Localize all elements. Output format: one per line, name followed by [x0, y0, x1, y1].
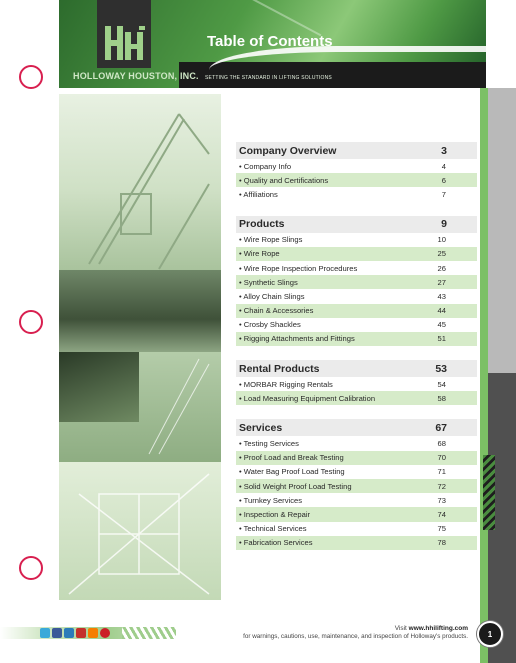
toc-section-title: Company Overview: [239, 144, 337, 157]
toc-section-header[interactable]: [236, 419, 477, 436]
toc-entry[interactable]: [236, 391, 477, 405]
toc-entry-label: • Synthetic Slings: [239, 277, 298, 287]
binder-hole-middle: [19, 310, 43, 334]
toc-entry-label: • Inspection & Repair: [239, 509, 311, 519]
toc-entry-label: • Water Bag Proof Load Testing: [239, 467, 345, 477]
toc-entry[interactable]: [236, 507, 477, 521]
toc-entry-page: 25: [437, 249, 446, 259]
toc-entry-page: 26: [437, 263, 446, 273]
toc-entry-label: • Alloy Chain Slings: [239, 291, 305, 301]
company-tagline: SETTING THE STANDARD IN LIFTING SOLUTIONS: [205, 75, 332, 81]
binder-hole-bottom: [19, 556, 43, 580]
right-edge-hatch: [483, 455, 495, 530]
toc-entry[interactable]: [236, 332, 477, 346]
toc-entry[interactable]: [236, 261, 477, 275]
blogger-icon[interactable]: [88, 628, 98, 638]
footer-warning: for warnings, cautions, use, maintenance, and inspection of Holloway's products.: [243, 633, 468, 640]
twitter-icon[interactable]: [40, 628, 50, 638]
collage-line-art: [59, 94, 221, 600]
toc-entry-page: 6: [441, 175, 446, 185]
toc-entry-page: 7: [441, 189, 446, 199]
toc-entry-label: • Proof Load and Break Testing: [239, 453, 344, 463]
toc-entry-label: • Testing Services: [239, 439, 299, 449]
toc-entry[interactable]: [236, 247, 477, 261]
pinterest-icon[interactable]: [100, 628, 110, 638]
toc-entry[interactable]: [236, 275, 477, 289]
toc-section-page: 67: [435, 421, 447, 434]
toc-entry-page: 71: [437, 467, 446, 477]
toc-section-header[interactable]: [236, 142, 477, 159]
toc-entry-label: • Solid Weight Proof Load Testing: [239, 481, 352, 491]
section-spacer: [236, 346, 477, 360]
toc-entry-label: • Rigging Attachments and Fittings: [239, 334, 355, 344]
section-spacer: [236, 405, 477, 419]
toc-entry-page: 43: [437, 291, 446, 301]
toc-entry[interactable]: [236, 479, 477, 493]
toc-section-services: [236, 419, 477, 550]
toc-section-title: Services: [239, 421, 283, 434]
toc-section-title: Rental Products: [239, 362, 320, 375]
toc-section-page: 3: [441, 144, 447, 157]
toc-section-title: Products: [239, 218, 285, 231]
toc-entry[interactable]: [236, 493, 477, 507]
visit-prefix: Visit: [394, 625, 409, 632]
toc-entry-page: 68: [437, 439, 446, 449]
toc-entry-label: • Crosby Shackles: [239, 320, 301, 330]
toc-entry-page: 78: [437, 538, 446, 548]
table-of-contents: [236, 142, 477, 550]
website-link[interactable]: www.hhilifting.com: [408, 625, 468, 632]
toc-entry-page: 4: [441, 161, 446, 171]
social-icons: [40, 628, 110, 638]
toc-entry[interactable]: [236, 233, 477, 247]
toc-section-page: 9: [441, 218, 447, 231]
right-edge-strip-light: [486, 88, 516, 373]
toc-entry[interactable]: [236, 159, 477, 173]
toc-entry[interactable]: [236, 536, 477, 550]
section-spacer: [236, 202, 477, 216]
toc-entry-label: • Turnkey Services: [239, 495, 303, 505]
toc-section-header[interactable]: [236, 360, 477, 377]
toc-entry-label: • Load Measuring Equipment Calibration: [239, 393, 376, 403]
toc-entry[interactable]: [236, 522, 477, 536]
toc-entry-label: • Company Info: [239, 161, 292, 171]
toc-section-header[interactable]: [236, 216, 477, 233]
photo-collage: [59, 94, 221, 600]
toc-entry-page: 70: [437, 453, 446, 463]
toc-entry[interactable]: [236, 451, 477, 465]
toc-entry-label: • Technical Services: [239, 524, 307, 534]
toc-entry-page: 45: [437, 320, 446, 330]
toc-entry[interactable]: [236, 436, 477, 450]
toc-entry[interactable]: [236, 318, 477, 332]
toc-entry[interactable]: [236, 465, 477, 479]
footer-stripes: [122, 627, 176, 639]
company-name: HOLLOWAY HOUSTON, INC.: [73, 71, 199, 81]
toc-entry-label: • Wire Rope Inspection Procedures: [239, 263, 358, 273]
facebook-icon[interactable]: [52, 628, 62, 638]
hhi-logo-icon: [105, 26, 145, 60]
page-number: 1: [477, 621, 503, 647]
toc-section-company-overview: [236, 142, 477, 202]
toc-entry-page: 58: [437, 393, 446, 403]
toc-entry-label: • Wire Rope Slings: [239, 235, 303, 245]
toc-entry-label: • Affiliations: [239, 189, 278, 199]
toc-entry[interactable]: [236, 304, 477, 318]
visit-website: [395, 625, 468, 632]
toc-entry-page: 72: [437, 481, 446, 491]
toc-entry-label: • Quality and Certifications: [239, 175, 329, 185]
toc-entry-label: • Wire Rope: [239, 249, 280, 259]
toc-entry-label: • MORBAR Rigging Rentals: [239, 379, 333, 389]
toc-entry[interactable]: [236, 187, 477, 201]
toc-entry-page: 51: [437, 334, 446, 344]
toc-entry-page: 75: [437, 524, 446, 534]
toc-entry-page: 54: [437, 379, 446, 389]
toc-entry[interactable]: [236, 377, 477, 391]
toc-entry-page: 74: [437, 509, 446, 519]
toc-entry-page: 44: [437, 306, 446, 316]
binder-hole-top: [19, 65, 43, 89]
toc-section-products: [236, 216, 477, 347]
toc-entry-label: • Fabrication Services: [239, 538, 313, 548]
toc-entry-page: 10: [437, 235, 446, 245]
toc-section-page: 53: [435, 362, 447, 375]
toc-entry[interactable]: [236, 173, 477, 187]
toc-entry[interactable]: [236, 289, 477, 303]
page-title: Table of Contents: [207, 33, 333, 50]
toc-entry-page: 73: [437, 495, 446, 505]
toc-section-rental-products: [236, 360, 477, 405]
header-swoosh: [209, 46, 486, 88]
linkedin-icon[interactable]: [64, 628, 74, 638]
page-header: [59, 0, 486, 88]
youtube-icon[interactable]: [76, 628, 86, 638]
right-edge-green-bar: [480, 88, 488, 663]
toc-entry-label: • Chain & Accessories: [239, 306, 314, 316]
toc-entry-page: 27: [437, 277, 446, 287]
